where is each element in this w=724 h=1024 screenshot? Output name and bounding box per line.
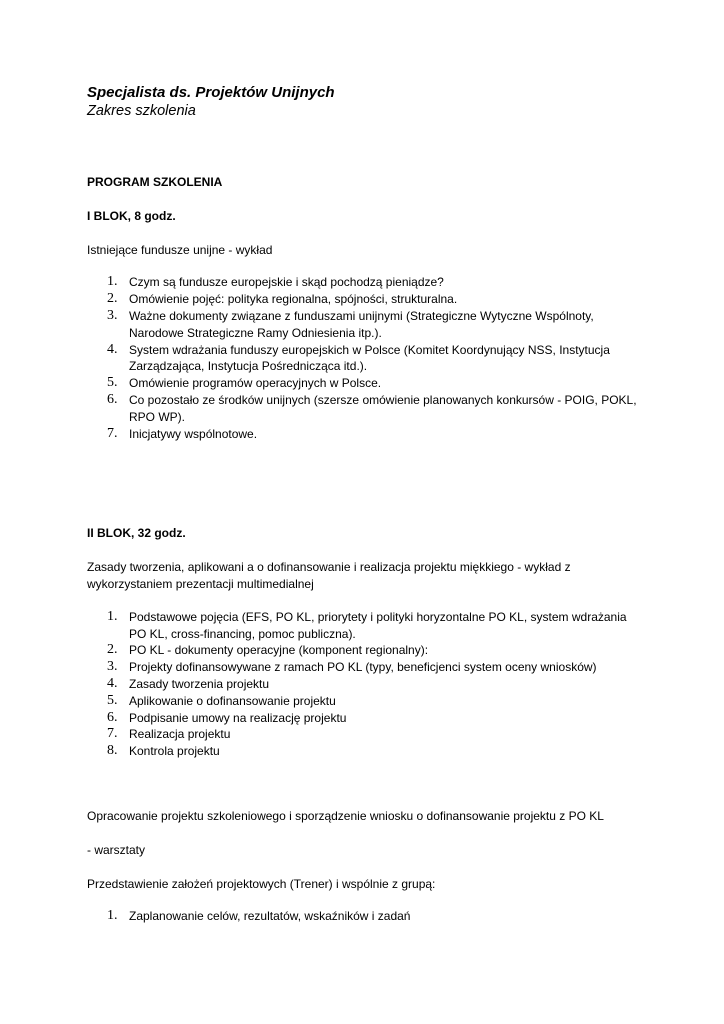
list-item-text: Zasady tworzenia projektu — [129, 676, 270, 691]
list-item-text: Co pozostało ze środków unijnych (szersze omówienie planowanych konkursów - POIG, POKL, RPO WP). — [129, 392, 637, 424]
list-item — [87, 342, 647, 376]
list-item-text: PO KL - dokumenty operacyjne (komponent regionalny): — [129, 643, 429, 658]
list-item-number: 3. — [107, 659, 118, 675]
block1-intro: Istniejące fundusze unijne - wykład — [87, 242, 273, 257]
list-item — [87, 426, 647, 443]
list-item-number: 4. — [107, 341, 118, 357]
list-item-number: 4. — [107, 675, 118, 691]
document-subtitle: Zakres szkolenia — [87, 103, 196, 119]
list-item-text: Kontrola projektu — [129, 744, 220, 759]
list-item-text: Inicjatywy wspólnotowe. — [129, 426, 258, 441]
block2-list — [87, 609, 647, 760]
list-item-text: Czym są fundusze europejskie i skąd pochodzą pieniądze? — [129, 275, 444, 290]
list-item-number: 1. — [107, 274, 118, 290]
list-item-number: 2. — [107, 642, 118, 658]
list-item-text: Podstawowe pojęcia (EFS, PO KL, priorytety i polityki horyzontalne PO KL, system wdrażania PO KL, cross-financing, pomoc publiczna). — [129, 609, 627, 641]
list-item — [87, 642, 647, 659]
list-item-number: 6. — [107, 391, 118, 407]
list-item — [87, 908, 647, 925]
list-item-text: Aplikowanie o dofinansowanie projektu — [129, 693, 336, 708]
list-item-text: Omówienie programów operacyjnych w Polsce. — [129, 376, 382, 391]
list-item-text: Realizacja projektu — [129, 727, 231, 742]
list-item — [87, 375, 647, 392]
list-item — [87, 676, 647, 693]
list-item-text: System wdrażania funduszy europejskich w Polsce (Komitet Koordynujący NSS, Instytucja Zarządzająca, Instytucja Pośrednicząca itd.). — [129, 342, 610, 374]
program-heading: PROGRAM SZKOLENIA — [87, 175, 223, 189]
workshop-paragraph-3: Przedstawienie założeń projektowych (Trener) i wspólnie z grupą: — [87, 876, 436, 891]
list-item-number: 7. — [107, 726, 118, 742]
list-item-number: 2. — [107, 291, 118, 307]
workshop-list — [87, 908, 647, 925]
list-item-number: 5. — [107, 375, 118, 391]
list-item-text: Ważne dokumenty związane z funduszami unijnymi (Strategiczne Wytyczne Wspólnoty, Narodowe Strategiczne Ramy Odniesienia itp.). — [129, 308, 594, 340]
list-item-number: 8. — [107, 743, 118, 759]
list-item-number: 6. — [107, 709, 118, 725]
list-item-number: 1. — [107, 608, 118, 624]
list-item-text: Projekty dofinansowywane z ramach PO KL (typy, beneficjenci system oceny wniosków) — [129, 660, 597, 675]
block2-heading: II BLOK, 32 godz. — [87, 526, 186, 541]
list-item — [87, 726, 647, 743]
list-item-number: 7. — [107, 425, 118, 441]
block1-list — [87, 274, 647, 442]
document-title: Specjalista ds. Projektów Unijnych — [87, 84, 335, 101]
workshop-paragraph-1: Opracowanie projektu szkoleniowego i sporządzenie wniosku o dofinansowanie projektu z PO KL — [87, 808, 604, 823]
list-item — [87, 659, 647, 676]
block2-intro: Zasady tworzenia, aplikowani a o dofinansowanie i realizacja projektu miękkiego - wykład z wykorzystaniem prezentacji multimedialnej — [87, 560, 571, 591]
list-item — [87, 308, 647, 342]
list-item-number: 1. — [107, 908, 118, 924]
workshop-paragraph-2: - warsztaty — [87, 842, 146, 857]
list-item — [87, 291, 647, 308]
list-item-text: Zaplanowanie celów, rezultatów, wskaźników i zadań — [129, 909, 411, 924]
list-item — [87, 743, 647, 760]
list-item — [87, 609, 647, 643]
list-item — [87, 392, 647, 426]
list-item-text: Podpisanie umowy na realizację projektu — [129, 710, 347, 725]
list-item — [87, 710, 647, 727]
list-item-text: Omówienie pojęć: polityka regionalna, spójności, strukturalna. — [129, 292, 458, 307]
list-item-number: 5. — [107, 692, 118, 708]
list-item — [87, 693, 647, 710]
document-content — [87, 84, 647, 925]
list-item — [87, 274, 647, 291]
list-item-number: 3. — [107, 307, 118, 323]
block1-heading: I BLOK, 8 godz. — [87, 208, 176, 223]
